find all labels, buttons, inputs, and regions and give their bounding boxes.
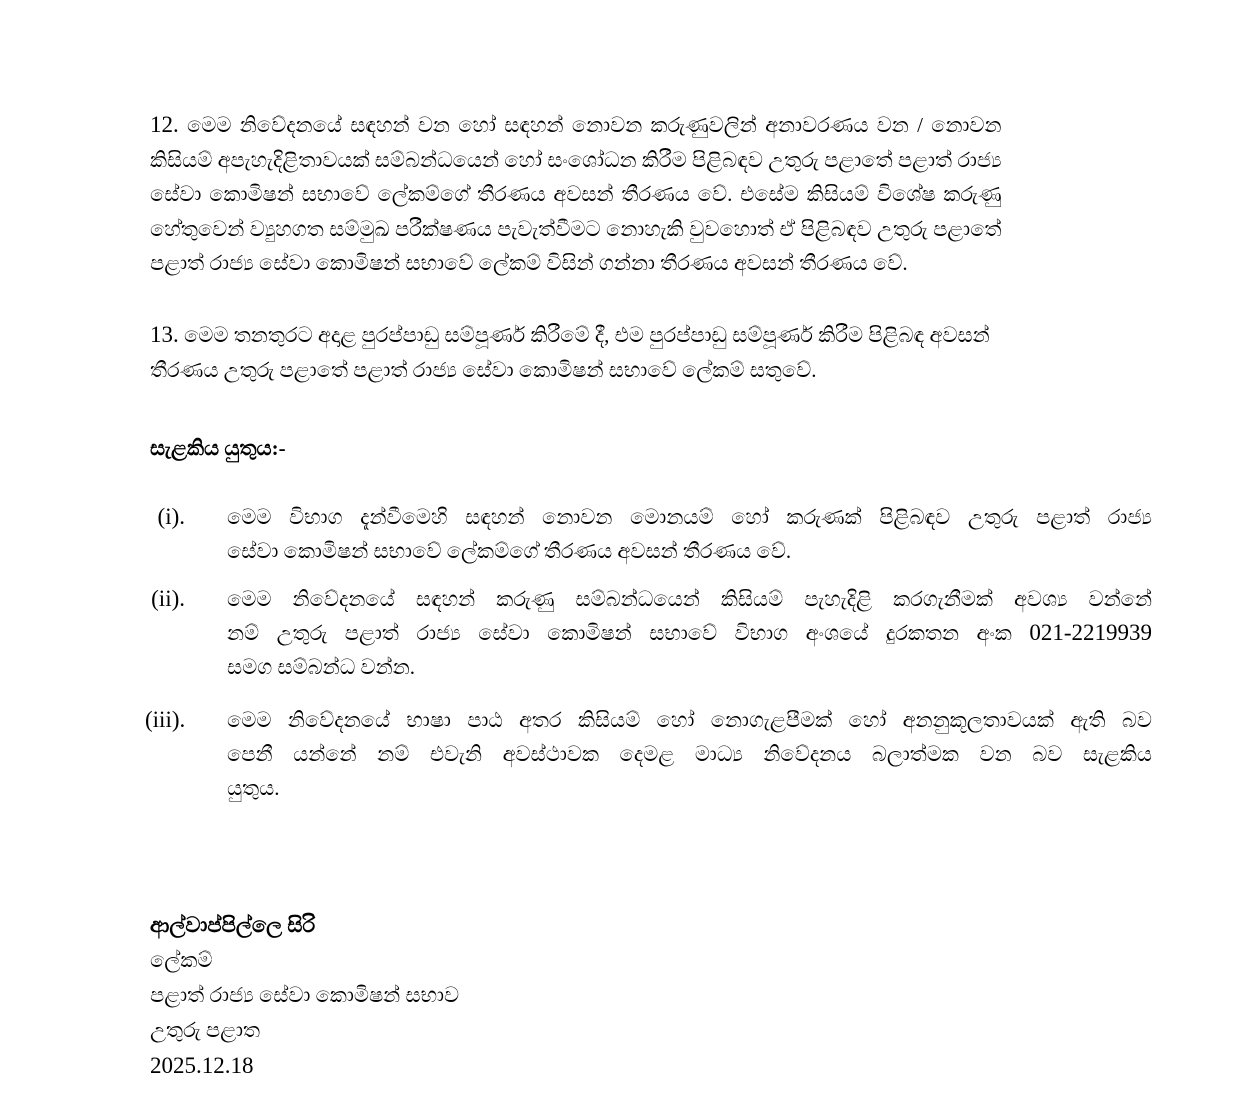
paragraph-line: හේතුවෙන් ව්‍යුහගත සම්මුඛ පරීක්ෂණය පැවැත්වීමට නොහැකි වුවහොත් ඒ පිළිබඳව උතුරු පළාතේ	[150, 216, 1002, 241]
note-line: සමග සම්බන්ධ වන්න.	[227, 655, 415, 679]
note-line: මෙම විභාග දැන්වීමෙහි සඳහන් නොවන මොනයම් හෝ කරුණක් පිළිබඳව උතුරු පළාත් රාජ්‍ය	[227, 505, 1152, 529]
signatory-organization: පළාත් රාජ්‍ය සේවා කොමිෂන් සභාව	[150, 983, 460, 1007]
paragraph-line: තීරණය උතුරු පළාතේ පළාත් රාජ්‍ය සේවා කොමිෂන් සභාවේ ලේකම් සතුවේ.	[150, 357, 817, 382]
signature-block	[150, 908, 459, 1083]
note-line: යුතුය.	[227, 776, 280, 800]
paragraph-line: 13. මෙම තනතුරට අදාළ පුරප්පාඩු සම්පූර්ණ කිරීමේ දී, එම පුරප්පාඩු සම්පූර්ණ කිරීම පිළිබඳ අවසන්	[150, 322, 990, 347]
paragraph-number: 13.	[150, 322, 179, 347]
signatory-province: උතුරු පළාත	[150, 1018, 261, 1042]
signatory-name: ආල්වාප්පිල්ලෙ සිරි	[150, 913, 316, 937]
note-line: මෙම නිවේදනයේ සඳහන් කරුණු සම්බන්ධයෙන් කිසියම් පැහැදිළි කරගැනීමක් අවශ්‍ය වන්නේ	[227, 587, 1152, 611]
paragraph-line: පළාත් රාජ්‍ය සේවා කොමිෂන් සභාවේ ලේකම් විසින් ගන්නා තීරණය අවසන් තීරණය වේ.	[150, 251, 908, 275]
note-marker: (iii).	[145, 707, 186, 732]
paragraph-line: කිසියම් අපැහැදිළිතාවයක් සම්බන්ධයෙන් හෝ සංශෝධන කිරීම පිළිබඳව උතුරු පළාතේ පළාත් රාජ්‍ය	[150, 147, 1002, 172]
note-line: සේවා කොමිෂන් සභාවේ ලේකම්ගේ තීරණය අවසන් තීරණය වේ.	[227, 539, 792, 563]
paragraph-13	[150, 318, 990, 387]
paragraph-number: 12.	[150, 112, 179, 137]
paragraph-line: 12. මෙම නිවේදනයේ සඳහන් වන හෝ සඳහන් නොවන කරුණුවලින් අනාවරණය වන / නොවන	[150, 112, 1002, 137]
paragraph-line: සේවා කොමිෂන් සභාවේ ලේකම්ගේ තීරණය අවසන් තීරණය වේ. එසේම කිසියම් විශේෂ කරුණු	[150, 182, 1002, 206]
note-body	[227, 500, 1152, 568]
note-line: මෙම නිවේදනයේ භාෂා පාඨ අතර කිසියම් හෝ නොගැළපීමක් හෝ අනනුකූලතාවයක් ඇති බව	[227, 708, 1152, 732]
paragraph-12	[150, 108, 1002, 281]
note-line: නම් උතුරු පළාත් රාජ්‍ය සේවා කොමිෂන් සභාවේ විභාග අංශයේ දුරකතන අංක 021-2219939	[227, 620, 1152, 645]
signatory-title: ලේකම්	[150, 948, 213, 972]
note-marker: (i).	[157, 504, 185, 529]
note-line: පෙනී යන්නේ නම් එවැනි අවස්ථාවක දෙමළ මාධ්‍ය නිවේදනය බලාත්මක වන බව සැළකිය	[227, 742, 1152, 766]
document-date: 2025.12.18	[150, 1053, 254, 1078]
note-body	[227, 703, 1152, 805]
phone-number: 021-2219939	[1029, 620, 1152, 645]
note-marker: (ii).	[151, 586, 185, 611]
note-body	[227, 582, 1152, 684]
notes-heading: සැළකිය යුතුය:-	[150, 436, 286, 460]
